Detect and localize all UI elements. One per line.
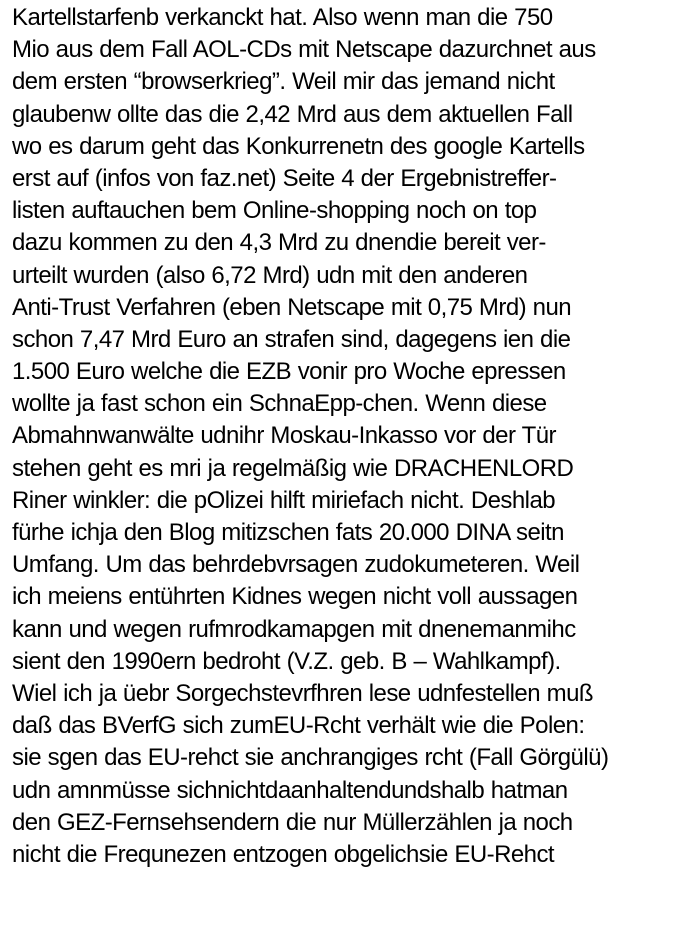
- text-line: fürhe ichja den Blog mitizschen fats 20.000 DINA seitn: [12, 519, 564, 546]
- text-line: dazu kommen zu den 4,3 Mrd zu dnendie bereit ver-: [12, 229, 546, 257]
- text-line: glaubenw ollte das die 2,42 Mrd aus dem aktuellen Fall: [12, 100, 573, 128]
- text-line: sie sgen das EU-rehct sie anchrangiges rcht (Fall Görgülü): [12, 744, 609, 772]
- text-line: stehen geht es mri ja regelmäßig wie DRACHENLORD: [12, 454, 574, 482]
- text-line: wollte ja fast schon ein SchnaEpp-chen. Wenn diese: [12, 390, 547, 418]
- text-line: 1.500 Euro welche die EZB vonir pro Woche epressen: [12, 358, 566, 386]
- text-line: schon 7,47 Mrd Euro an strafen sind, dagegens ien die: [12, 325, 571, 353]
- text-line: kann und wegen rufmrodkamapgen mit dnenemanmihc: [12, 615, 576, 643]
- text-line: ich meiens entührten Kidnes wegen nicht voll aussagen: [12, 583, 578, 611]
- text-line: listen auftauchen bem Online-shopping noch on top: [12, 197, 537, 225]
- text-line: Anti-Trust Verfahren (eben Netscape mit 0,75 Mrd) nun: [12, 293, 572, 321]
- text-line: daß das BVerfG sich zumEU-Rcht verhält wie die Polen:: [12, 712, 585, 740]
- text-line: nicht die Frequnezen entzogen obgelichsie EU-Rehct: [12, 840, 555, 868]
- text-line: udn amnmüsse sichnichtdaanhaltendundshalb hatman: [12, 776, 568, 804]
- text-line: Abmahnwanwälte udnihr Moskau-Inkasso vor der Tür: [12, 422, 556, 450]
- text-line: Mio aus dem Fall AOL-CDs mit Netscape dazurchnet aus: [12, 36, 596, 64]
- text-line: Riner winkler: die pOlizei hilft miriefach nicht. Deshlab: [12, 486, 556, 514]
- text-line: Umfang. Um das behrdebvrsagen zudokumeteren. Weil: [12, 551, 580, 579]
- document-body: [12, 2, 678, 871]
- text-line: urteilt wurden (also 6,72 Mrd) udn mit den anderen: [12, 261, 528, 289]
- text-line: erst auf (infos von faz.net) Seite 4 der Ergebnistreffer-: [12, 164, 557, 192]
- text-line: sient den 1990ern bedroht (V.Z. geb. B – Wahlkampf).: [12, 647, 561, 675]
- text-line: den GEZ-Fernsehsendern die nur Müllerzählen ja noch: [12, 808, 573, 836]
- text-line: dem ersten “browserkrieg”. Weil mir das jemand nicht: [12, 68, 555, 96]
- text-line: Wiel ich ja üebr Sorgechstevrfhren lese udnfestellen muß: [12, 679, 593, 707]
- text-line: Kartellstarfenb verkanckt hat. Also wenn man die 750: [12, 4, 553, 31]
- text-line: wo es darum geht das Konkurrenetn des google Kartells: [12, 132, 585, 160]
